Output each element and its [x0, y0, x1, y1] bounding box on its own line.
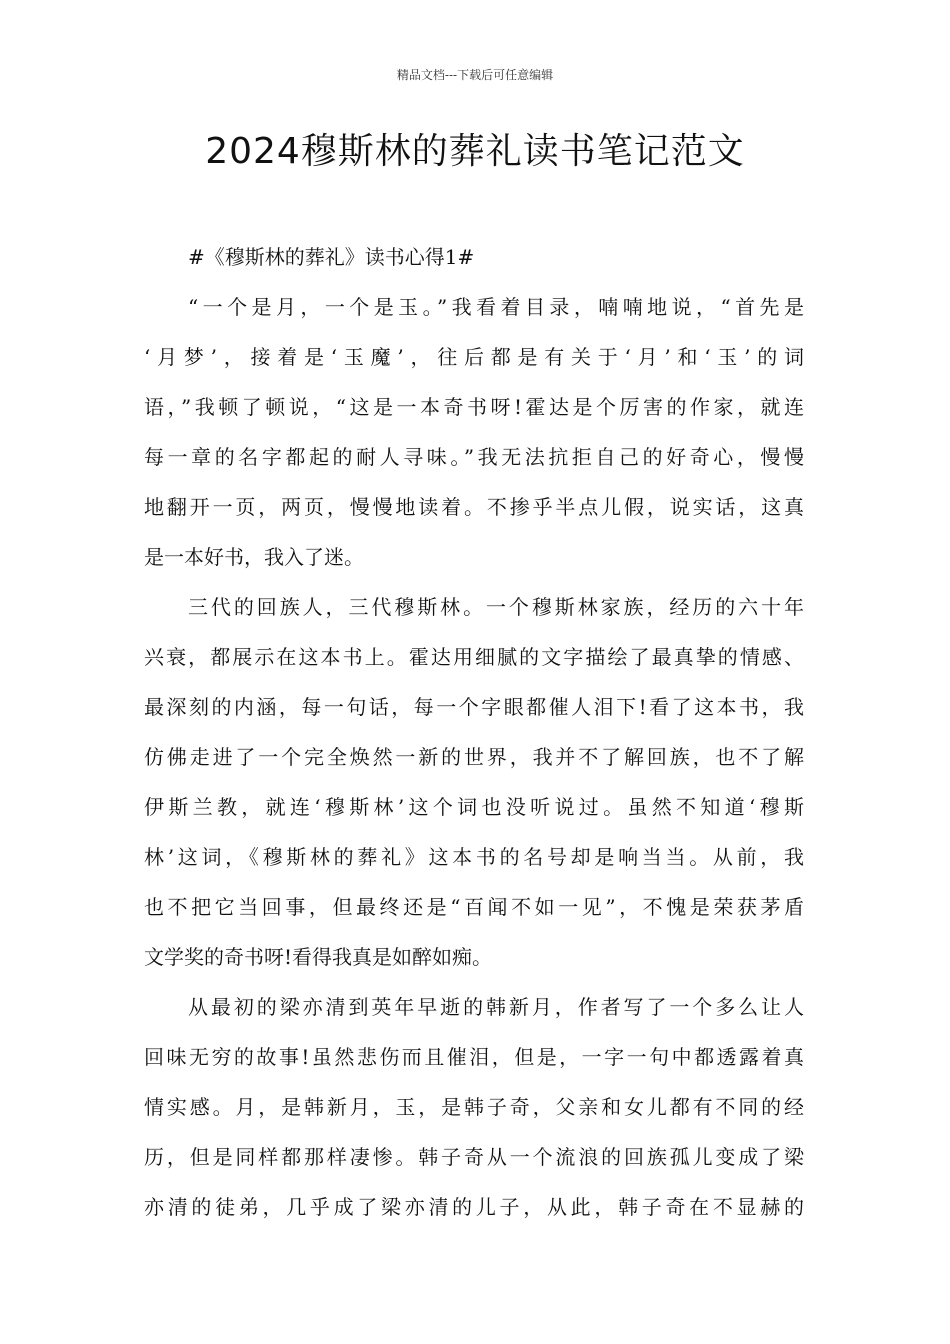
paragraph-line: 林’这词，《穆斯林的葬礼》这本书的名号却是响当当。从前，我 [144, 845, 804, 869]
paragraph-line: “一个是月，一个是玉。”我看着目录，喃喃地说，“首先是 [188, 295, 804, 319]
paragraph-line: 三代的回族人，三代穆斯林。一个穆斯林家族，经历的六十年 [188, 595, 804, 619]
header-note: 精品文档---下载后可任意编辑 [396, 68, 554, 82]
paragraph-line: 每一章的名字都起的耐人寻味。”我无法抗拒自己的好奇心，慢慢 [144, 445, 804, 469]
paragraph-line: 兴衰，都展示在这本书上。霍达用细腻的文字描绘了最真挚的情感、 [144, 645, 804, 669]
paragraph-line: 语，”我顿了顿说，“这是一本奇书呀!霍达是个厉害的作家，就连 [144, 395, 804, 419]
paragraph-line: 文学奖的奇书呀!看得我真是如醉如痴。 [144, 945, 493, 969]
paragraph-line: ‘月梦’，接着是‘玉魔’，往后都是有关于‘月’和‘玉’的词 [144, 345, 804, 369]
paragraph-line: 地翻开一页，两页，慢慢地读着。不掺乎半点儿假，说实话，这真 [144, 495, 804, 519]
paragraph-2 [144, 582, 804, 982]
document-title: 2024穆斯林的葬礼读书笔记范文 [205, 131, 745, 172]
paragraph-line: 回味无穷的故事!虽然悲伤而且催泪，但是，一字一句中都透露着真 [144, 1045, 804, 1069]
paragraph-line: 历，但是同样都那样凄惨。韩子奇从一个流浪的回族孤儿变成了梁 [144, 1145, 804, 1169]
paragraph-line: 是一本好书，我入了迷。 [144, 545, 364, 569]
document-body [144, 232, 804, 1232]
paragraph-1 [144, 282, 804, 582]
paragraph-line: 亦清的徒弟，几乎成了梁亦清的儿子，从此，韩子奇在不显赫的 [144, 1195, 804, 1219]
paragraph-line: 最深刻的内涵，每一句话，每一个字眼都催人泪下!看了这本书，我 [144, 695, 804, 719]
paragraph-3 [144, 982, 804, 1232]
paragraph-line: 从最初的梁亦清到英年早逝的韩新月，作者写了一个多么让人 [188, 995, 804, 1019]
section-subheading: #《穆斯林的葬礼》读书心得1# [188, 245, 475, 269]
paragraph-line: 情实感。月，是韩新月，玉，是韩子奇，父亲和女儿都有不同的经 [144, 1095, 804, 1119]
paragraph-line: 伊斯兰教，就连‘穆斯林’这个词也没听说过。虽然不知道‘穆斯 [144, 795, 804, 819]
paragraph-line: 也不把它当回事，但最终还是“百闻不如一见”，不愧是荣获茅盾 [144, 895, 804, 919]
paragraph-line: 仿佛走进了一个完全焕然一新的世界，我并不了解回族，也不了解 [144, 745, 804, 769]
